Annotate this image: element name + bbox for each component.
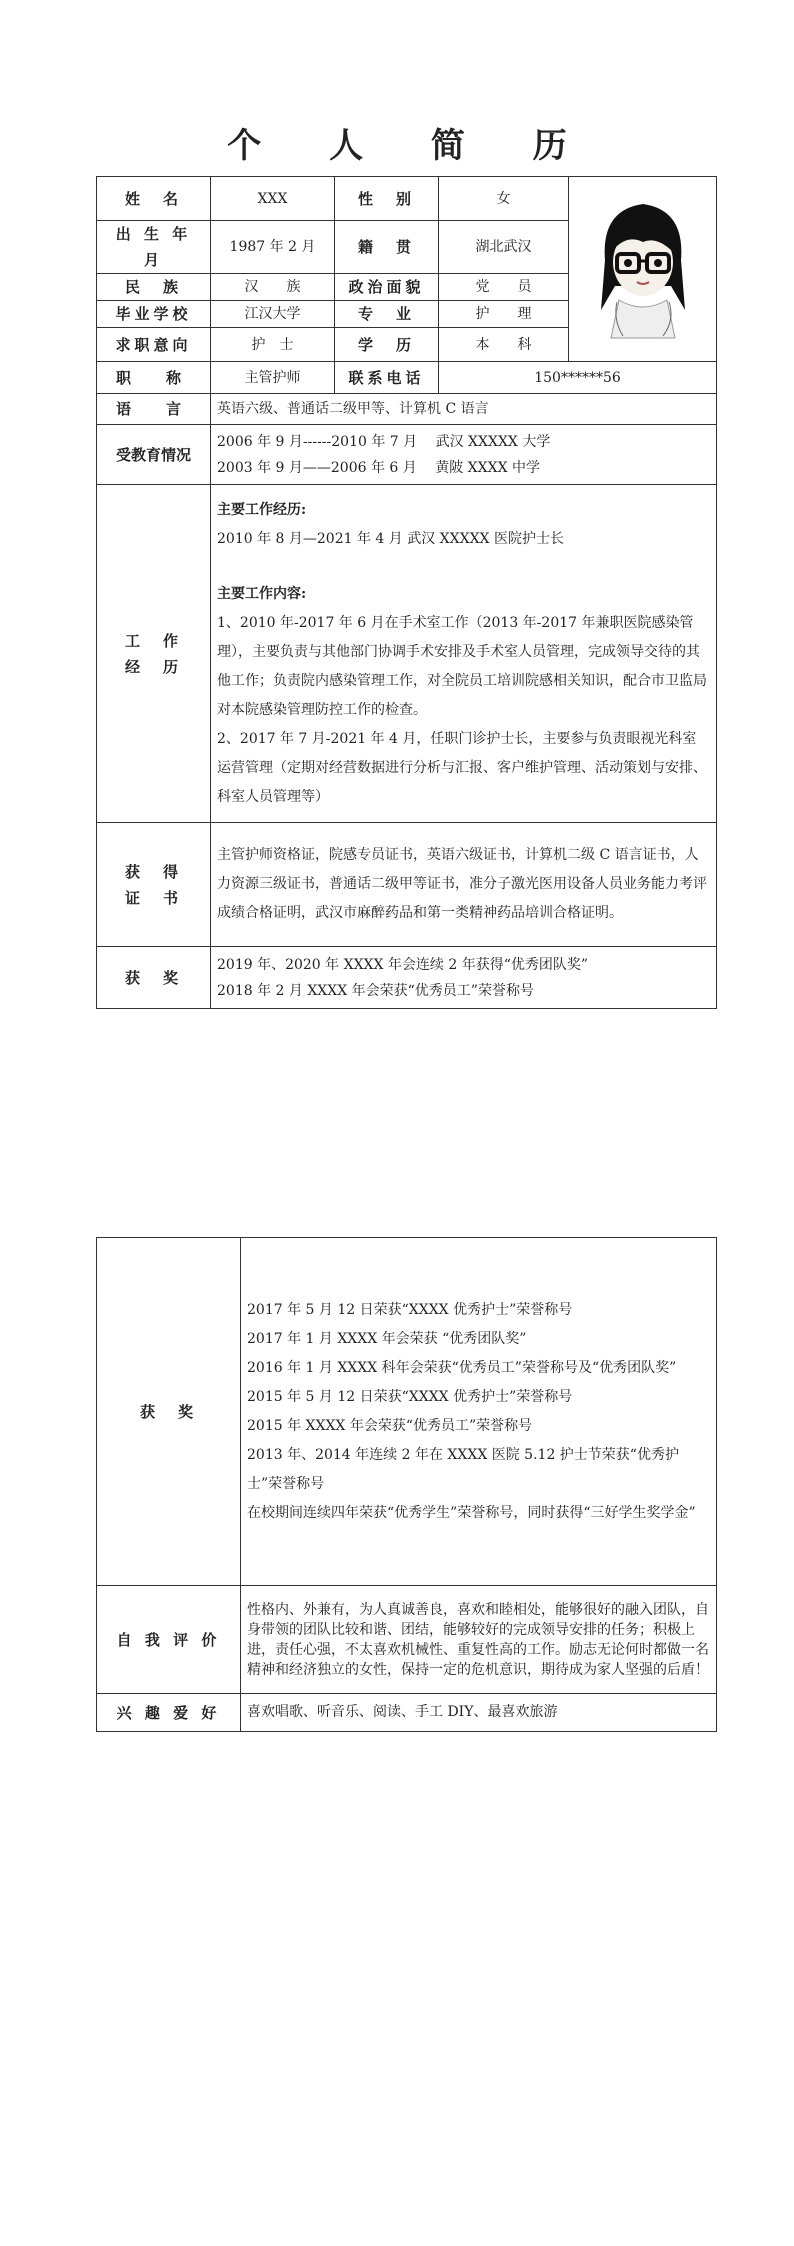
position-value: 主管护师 xyxy=(211,362,335,394)
language-label: 语 言 xyxy=(97,394,211,425)
resume-table-page1 xyxy=(96,176,717,1009)
work-content xyxy=(211,485,717,823)
avatar-cartoon-girl-icon xyxy=(583,190,703,340)
intention-value: 护 士 xyxy=(211,328,335,362)
position-label: 职 称 xyxy=(97,362,211,394)
photo-cell xyxy=(569,177,717,362)
certificates-label-line2: 证 书 xyxy=(124,888,182,907)
work-label-line1: 工 作 xyxy=(124,631,182,650)
awards-list-2 xyxy=(241,1238,717,1586)
work-exp-heading: 主要工作经历: xyxy=(217,501,307,518)
intention-label: 求职意向 xyxy=(97,328,211,362)
language-value: 英语六级、普通话二级甲等、计算机 C 语言 xyxy=(211,394,717,425)
name-label: 姓 名 xyxy=(97,177,211,221)
work-content-heading: 主要工作内容: xyxy=(217,585,307,602)
native-place-label: 籍 贯 xyxy=(335,221,439,274)
certificates-content: 主管护师资格证，院感专员证书，英语六级证书，计算机二级 C 语言证书，人力资源三级证书，普通话二级甲等证书，准分子激光医用设备人员业务能力考评成绩合格证明，武汉市麻醉药品和第一类精神药品培训合格证明。 xyxy=(211,823,717,947)
ethnicity-value: 汉 族 xyxy=(211,274,335,301)
major-value: 护 理 xyxy=(439,301,569,328)
award-item: 2018 年 2 月 XXXX 年会荣获“优秀员工”荣誉称号 xyxy=(217,982,534,999)
native-place-value: 湖北武汉 xyxy=(439,221,569,274)
awards-label: 获 奖 xyxy=(97,947,211,1009)
hobbies-content: 喜欢唱歌、听音乐、阅读、手工 DIY、最喜欢旅游 xyxy=(241,1694,717,1732)
school-label: 毕业学校 xyxy=(97,301,211,328)
ethnicity-label: 民 族 xyxy=(97,274,211,301)
self-eval-label: 自 我 评 价 xyxy=(97,1586,241,1694)
award-item: 在校期间连续四年荣获“优秀学生”荣誉称号，同时获得“三好学生奖学金” xyxy=(247,1504,696,1521)
work-item-1: 1、2010 年-2017 年 6 月在手术室工作（2013 年-2017 年兼职医院感染管理），主要负责与其他部门协调手术安排及手术室人员管理，完成领导交待的其他工作；负责院内感染管理工作，对全院员工培训院感相关知识，配合市卫监局对本院感染管理防控工作的检查。 xyxy=(217,614,707,718)
phone-value: 150******56 xyxy=(439,362,717,394)
award-item: 2016 年 1 月 XXXX 科年会荣获“优秀员工”荣誉称号及“优秀团队奖” xyxy=(247,1359,677,1376)
award-item: 2017 年 1 月 XXXX 年会荣获 “优秀团队奖” xyxy=(247,1330,527,1347)
education-label: 受教育情况 xyxy=(97,425,211,485)
hobbies-label: 兴 趣 爱 好 xyxy=(97,1694,241,1732)
gender-value: 女 xyxy=(439,177,569,221)
name-value: XXX xyxy=(211,177,335,221)
education-list xyxy=(211,425,717,485)
gender-label: 性 别 xyxy=(335,177,439,221)
resume-table-page2 xyxy=(96,1237,717,1732)
award-item: 2013 年、2014 年连续 2 年在 XXXX 医院 5.12 护士节荣获“优秀护士”荣誉称号 xyxy=(247,1446,679,1492)
political-value: 党 员 xyxy=(439,274,569,301)
awards-list xyxy=(211,947,717,1009)
education-level-label: 学 历 xyxy=(335,328,439,362)
major-label: 专 业 xyxy=(335,301,439,328)
award-item: 2017 年 5 月 12 日荣获“XXXX 优秀护士”荣誉称号 xyxy=(247,1301,573,1318)
self-eval-content: 性格内、外兼有，为人真诚善良，喜欢和睦相处，能够很好的融入团队，自身带领的团队比较和谐、团结，能够较好的完成领导安排的任务；积极上进，责任心强，不太喜欢机械性、重复性高的工作。励志无论何时都做一名精神和经济独立的女性，保持一定的危机意识，期待成为家人坚强的后盾！ xyxy=(241,1586,717,1694)
work-exp-line: 2010 年 8 月—2021 年 4 月 武汉 XXXXX 医院护士长 xyxy=(217,530,564,547)
birth-value: 1987 年 2 月 xyxy=(211,221,335,274)
award-item: 2015 年 XXXX 年会荣获“优秀员工”荣誉称号 xyxy=(247,1417,533,1434)
page-title: 个 人 简 历 xyxy=(227,126,595,166)
certificates-label-line1: 获 得 xyxy=(124,862,182,881)
certificates-label xyxy=(97,823,211,947)
phone-label: 联系电话 xyxy=(335,362,439,394)
awards-label-2: 获 奖 xyxy=(97,1238,241,1586)
political-label: 政治面貌 xyxy=(335,274,439,301)
work-label xyxy=(97,485,211,823)
award-item: 2015 年 5 月 12 日荣获“XXXX 优秀护士”荣誉称号 xyxy=(247,1388,573,1405)
birth-label: 出 生 年 月 xyxy=(97,221,211,274)
work-item-2: 2、2017 年 7 月-2021 年 4 月，任职门诊护士长，主要参与负责眼视光科室运营管理（定期对经营数据进行分析与汇报、客户维护管理、活动策划与安排、科室人员管理等） xyxy=(217,730,707,805)
work-label-line2: 经 历 xyxy=(124,657,182,676)
school-value: 江汉大学 xyxy=(211,301,335,328)
education-item: 2006 年 9 月------2010 年 7 月 武汉 XXXXX 大学 xyxy=(217,433,551,450)
education-item: 2003 年 9 月——2006 年 6 月 黄陂 XXXX 中学 xyxy=(217,459,540,476)
award-item: 2019 年、2020 年 XXXX 年会连续 2 年获得“优秀团队奖” xyxy=(217,956,589,973)
education-level-value: 本 科 xyxy=(439,328,569,362)
